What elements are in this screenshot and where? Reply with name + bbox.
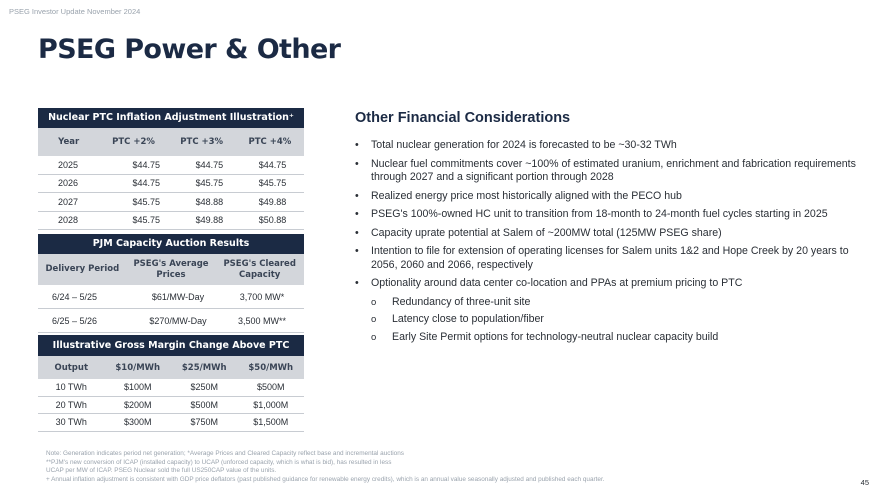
financial-considerations — [355, 110, 865, 348]
table-row — [38, 309, 304, 333]
table-cell: $500M — [190, 399, 219, 410]
considerations-heading: Other Financial Considerations — [355, 110, 571, 126]
list-item: • Intention to file for extension of operating licenses for Salem units 1&2 and Hope Creek by 20 years to 2056, 2060 and 2066, respectively — [355, 245, 865, 272]
list-item: • Realized energy price most historically aligned with the PECO hub — [355, 190, 865, 204]
pjm-col-average-prices: PSEG's Average Prices — [133, 258, 209, 280]
table-cell: $250M — [190, 382, 219, 393]
margin-col-output: Output — [54, 362, 89, 373]
footnote: + Annual inflation adjustment is consistent with GDP price deflators (past published guidance for renewable energy credits), which is an annual value seasonally adjusted and published each quarter. — [46, 475, 605, 483]
nuclear-table-title: Nuclear PTC Inflation Adjustment Illustration⁺ — [38, 108, 304, 128]
table-cell: $200M — [123, 399, 152, 410]
margin-table-header — [38, 356, 304, 379]
table-cell: $45.75 — [132, 215, 161, 226]
nuclear-col-year: Year — [58, 137, 80, 147]
table-row — [38, 379, 304, 397]
margin-col-10: $10/MWh — [115, 362, 161, 373]
table-cell: $50.88 — [258, 215, 287, 226]
nuclear-col-ptc3: PTC +3% — [180, 137, 224, 147]
table-row — [38, 212, 304, 231]
table-cell: 2026 — [58, 178, 79, 189]
table-cell: 2025 — [58, 159, 79, 170]
page-title: PSEG Power & Other — [38, 34, 341, 65]
table-cell: $44.75 — [258, 159, 287, 170]
table-cell: $500M — [256, 382, 285, 393]
list-item: • PSEG's 100%-owned HC unit to transition from 18-month to 24-month fuel cycles starting in 2025 — [355, 208, 865, 222]
margin-col-50: $50/MWh — [248, 362, 294, 373]
considerations-list — [355, 139, 865, 344]
table-cell: 10 TWh — [55, 382, 87, 393]
table-row — [38, 414, 304, 432]
table-cell: $44.75 — [132, 159, 161, 170]
table-cell: $1,500M — [253, 417, 289, 428]
nuclear-table-header — [38, 128, 304, 156]
table-cell: 6/25 – 5/26 — [52, 315, 98, 326]
page-number: 45 — [860, 478, 869, 487]
table-cell: $300M — [123, 417, 152, 428]
pjm-col-cleared-capacity: PSEG's Cleared Capacity — [223, 258, 296, 280]
table-cell: $45.75 — [132, 196, 161, 207]
nuclear-ptc-table — [38, 108, 304, 230]
table-cell: 3,500 MW** — [237, 315, 287, 326]
table-cell: 2028 — [58, 215, 79, 226]
sub-list-item: o Latency close to population/fiber — [355, 313, 865, 327]
footnote: **PJM's new conversion of ICAP (installed capacity) to UCAP (unforced capacity, which is what is bid), has resulted in less — [46, 458, 392, 466]
table-row — [38, 156, 304, 175]
table-cell: $61/MW-Day — [151, 291, 205, 302]
table-cell: $48.88 — [195, 196, 224, 207]
table-cell: $49.88 — [258, 196, 287, 207]
nuclear-col-ptc2: PTC +2% — [112, 137, 155, 147]
footnote: UCAP per MW of ICAP. PSEG Nuclear sold the full US250CAP value of the units. — [46, 467, 277, 475]
table-cell: 2027 — [58, 196, 79, 207]
table-cell: $45.75 — [258, 178, 287, 189]
table-cell: $1,000M — [253, 399, 289, 410]
table-cell: $49.88 — [195, 215, 224, 226]
pjm-capacity-table — [38, 234, 304, 333]
list-item: • Optionality around data center co-location and PPAs at premium pricing to PTC — [355, 277, 865, 291]
table-cell: $750M — [190, 417, 219, 428]
sub-list-item: o Redundancy of three-unit site — [355, 296, 865, 310]
deck-header-label: PSEG Investor Update November 2024 — [9, 7, 141, 16]
table-cell: 6/24 – 5/25 — [52, 291, 98, 302]
table-cell: $45.75 — [195, 178, 224, 189]
list-item: • Capacity uprate potential at Salem of ~200MW total (125MW PSEG share) — [355, 227, 865, 241]
table-cell: 3,700 MW* — [239, 291, 285, 302]
table-cell: $100M — [123, 382, 152, 393]
footnote: Note: Generation indicates period net generation; *Average Prices and Cleared Capacity reflect base and incremental auctions — [46, 450, 404, 457]
table-row — [38, 285, 304, 309]
margin-col-25: $25/MWh — [181, 362, 227, 373]
margin-table-title: Illustrative Gross Margin Change Above PTC — [38, 335, 304, 356]
table-row — [38, 175, 304, 194]
list-item: • Nuclear fuel commitments cover ~100% of estimated uranium, enrichment and fabrication requirements through 2027 and a significant portion through 2028 — [355, 158, 865, 185]
gross-margin-table — [38, 335, 304, 432]
table-cell: 20 TWh — [55, 399, 87, 410]
list-item: • Total nuclear generation for 2024 is forecasted to be ~30-32 TWh — [355, 139, 865, 153]
footnotes — [46, 450, 806, 484]
table-row — [38, 397, 304, 415]
pjm-table-header — [38, 254, 304, 285]
pjm-table-title: PJM Capacity Auction Results — [38, 234, 304, 254]
table-cell: $270/MW-Day — [149, 315, 207, 326]
nuclear-col-ptc4: PTC +4% — [248, 137, 292, 147]
table-cell: $44.75 — [132, 178, 161, 189]
table-row — [38, 193, 304, 212]
table-cell: 30 TWh — [55, 417, 87, 428]
table-cell: $44.75 — [195, 159, 224, 170]
pjm-col-delivery-period: Delivery Period — [45, 264, 120, 274]
sub-list-item: o Early Site Permit options for technology-neutral nuclear capacity build — [355, 331, 865, 345]
